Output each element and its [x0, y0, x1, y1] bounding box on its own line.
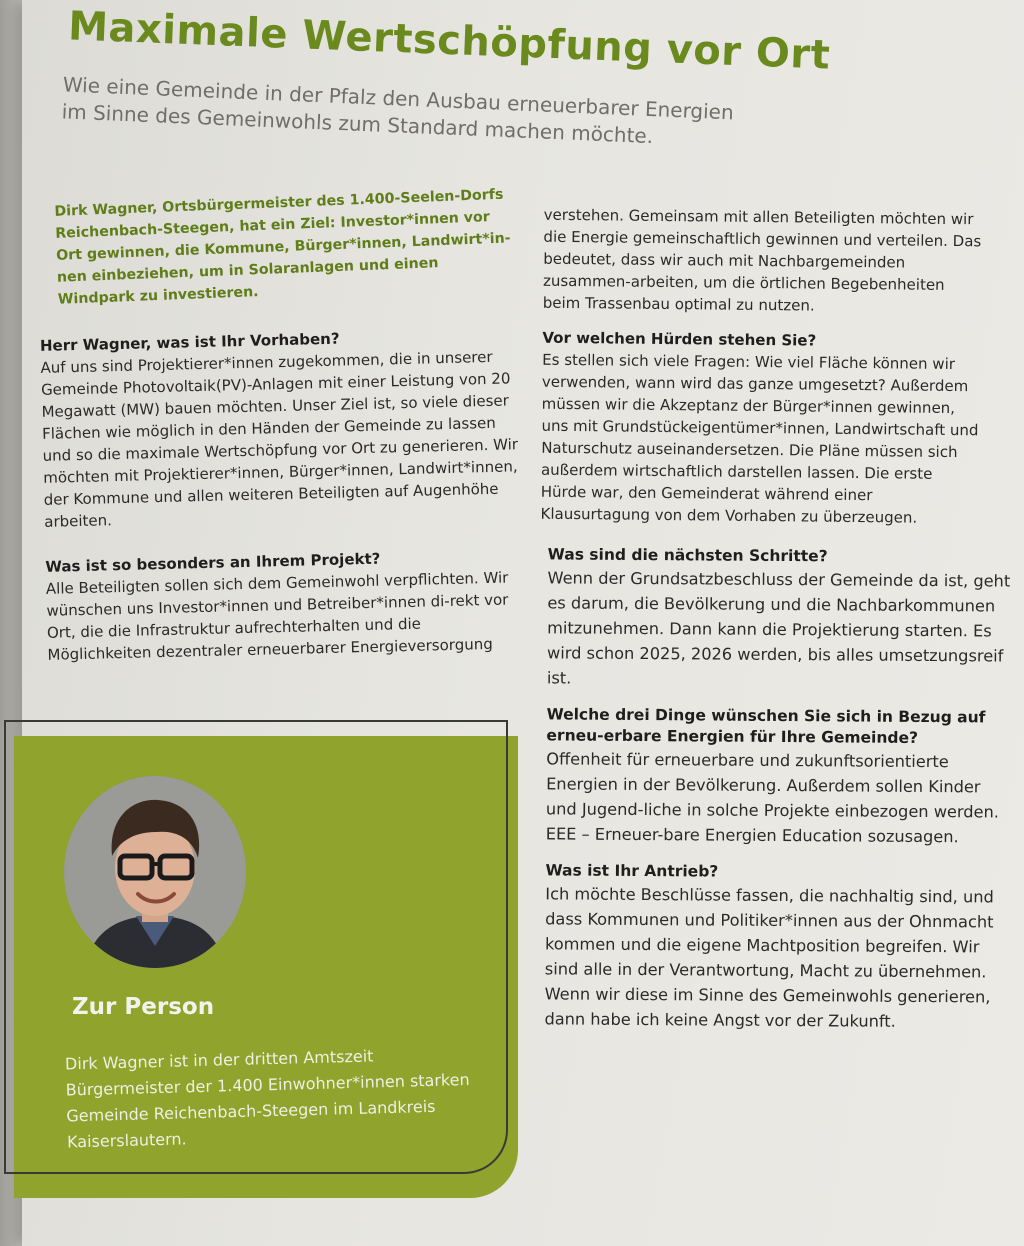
right-column-top — [540, 204, 984, 554]
person-box-heading: Zur Person — [72, 994, 215, 1020]
question-heading: Welche drei Dinge wünschen Sie sich in Bezug auf erneu-erbare Energien für Ihre Gemeinde? — [546, 705, 986, 747]
article-lead: Dirk Wagner, Ortsbürgermeister des 1.400-Seelen-Dorfs Reichenbach-Steegen, hat ein Ziel: Investor*innen vor Ort gewinnen, die Kommune, Bürger*innen, Landwirt*in-nen einbeziehen, um in Solaranlagen und einen Windpark zu investieren. — [54, 186, 511, 308]
portrait-illustration — [64, 776, 246, 968]
question-heading: Vor welchen Hürden stehen Sie? — [542, 328, 817, 350]
person-box-text: Dirk Wagner ist in der dritten Amtszeit Bürgermeister der 1.400 Einwohner*innen starken Gemeinde Reichenbach-Steegen im Landkreis Kaiserslautern. — [64, 1046, 470, 1152]
article-subtitle: Wie eine Gemeinde in der Pfalz den Ausbau erneuerbarer Energien im Sinne des Gemeinwohls zum Standard machen möchte. — [61, 72, 735, 149]
question-heading: Was ist Ihr Antrieb? — [545, 861, 719, 881]
answer-paragraph: Alle Beteiligten sollen sich dem Gemeinwohl verpflichten. Wir wünschen uns Investor*innen und Betreiber*innen di-rekt vor Ort, die die Infrastruktur aufrechterhalten und die Möglichkeiten dezentraler erneuerbarer Energieversorgung — [45, 568, 509, 664]
answer-paragraph: Es stellen sich viele Fragen: Wie viel Fläche können wir verwenden, wann wird das ganze umgesetzt? Außerdem müssen wir die Akzeptanz der Bürger*innen gewinnen, uns mit Grundstückeigentümer*innen, Landwirtschaft und Naturschutz auseinandersetzen. Die Pläne müssen sich außerdem wirtschaftlich darstellen lassen. Die erste Hürde war, den Gemeinderat während einer Klausurtagung von dem Vorhaben zu überzeugen. — [540, 350, 979, 527]
portrait-photo — [64, 776, 246, 968]
answer-paragraph: Auf uns sind Projektierer*innen zugekommen, die in unserer Gemeinde Photovoltaik(PV)-Anlagen mit einer Leistung von 20 Megawatt (MW) bauen möchten. Unser Ziel ist, so viele dieser Flächen wie möglich in den Händen der Gemeinde zu lassen und so die maximale Wertschöpfung vor Ort zu generieren. Wir möchten mit Projektierer*innen, Bürger*innen, Landwirt*innen, der Kommune und allen weiteren Beteiligten auf Augenhöhe arbeiten. — [40, 347, 519, 531]
answer-paragraph: Offenheit für erneuerbare und zukunftsorientierte Energien in der Bevölkerung. Außerdem sollen Kinder und Jugend-liche in solche Projekte einbezogen werden. EEE – Erneuer-bare Energien Education sozusagen. — [545, 749, 1000, 847]
answer-paragraph: Ich möchte Beschlüsse fassen, die nachhaltig sind, und dass Kommunen und Politiker*innen aus der Ohnmacht kommen und die eigene Machtposition begreifen. Wir sind alle in der Verantwortung, Macht zu übernehmen. Wenn wir diese im Sinne des Gemeinwohls generieren, dann habe ich keine Angst vor der Zukunft. — [544, 884, 994, 1031]
question-heading: Was sind die nächsten Schritte? — [547, 545, 828, 566]
right-column-bottom — [544, 544, 1018, 1058]
answer-paragraph: Wenn der Grundsatzbeschluss der Gemeinde da ist, geht es darum, die Bevölkerung und die Nachbarkommunen mitzunehmen. Dann kann die Projektierung starten. Es wird schon 2025, 2026 werden, bis alles umsetzungsreif ist. — [546, 568, 1011, 688]
continued-paragraph: verstehen. Gemeinsam mit allen Beteiligten möchten wir die Energie gemeinschaftlich gewinnen und verteilen. Das bedeutet, dass wir auch mit Nachbargemeinden zusammen-arbeiten, um die örtlichen Begebenheiten beim Trassenbau optimal zu nutzen. — [542, 205, 982, 315]
article-title: Maximale Wertschöpfung vor Ort — [67, 3, 832, 79]
question-heading: Herr Wagner, was ist Ihr Vorhaben? — [39, 329, 340, 355]
left-column — [40, 324, 529, 690]
question-heading: Was ist so besonders an Ihrem Projekt? — [45, 549, 381, 576]
